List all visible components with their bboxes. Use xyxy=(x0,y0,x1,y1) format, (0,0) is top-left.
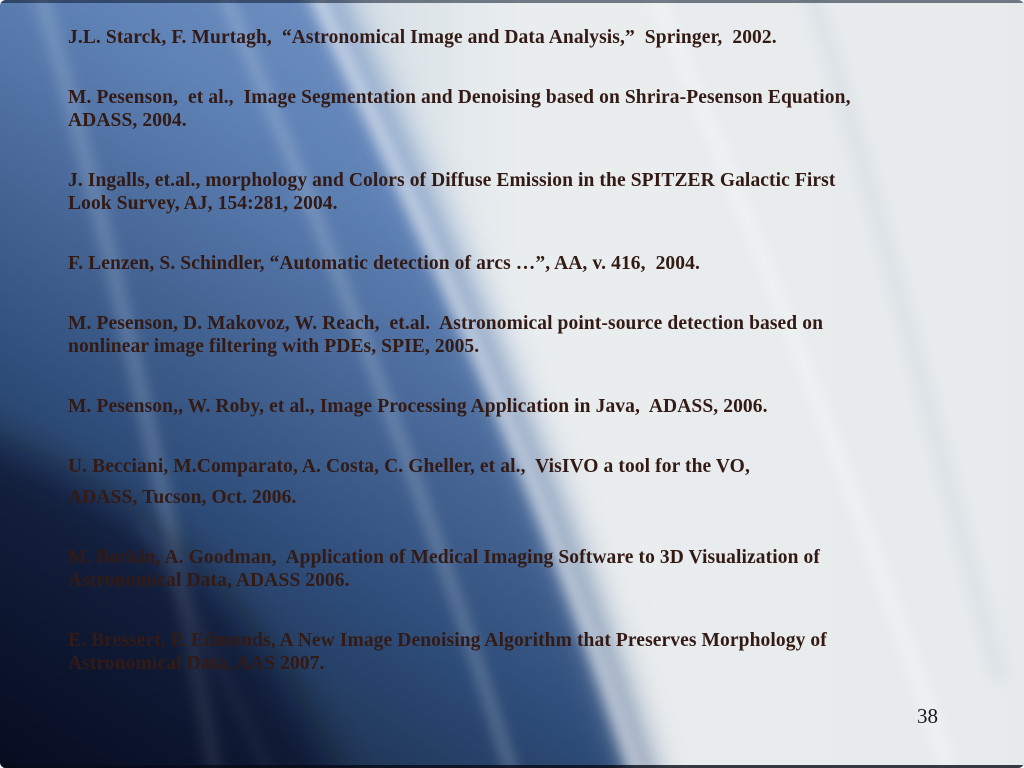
page-number: 38 xyxy=(917,704,938,728)
references-list xyxy=(68,26,994,712)
reference-line: M. Pesenson, et al., Image Segmentation and Denoising based on Shrira-Pesenson Equation, xyxy=(68,87,851,108)
reference-item xyxy=(68,252,994,275)
reference-line: Astronomical Data, AAS 2007. xyxy=(68,653,325,674)
reference-line: nonlinear image filtering with PDEs, SPIE, 2005. xyxy=(68,336,480,357)
reference-line: E. Bressert, P. Edmonds, A New Image Denoising Algorithm that Preserves Morphology of xyxy=(68,630,827,651)
reference-line: F. Lenzen, S. Schindler, “Automatic detection of arcs …”, AA, v. 416, 2004. xyxy=(68,253,700,274)
reference-item xyxy=(68,395,994,418)
reference-line: Look Survey, AJ, 154:281, 2004. xyxy=(68,193,338,214)
reference-item xyxy=(68,86,994,132)
reference-line: J.L. Starck, F. Murtagh, “Astronomical Image and Data Analysis,” Springer, 2002. xyxy=(68,27,777,48)
reference-item xyxy=(68,546,994,592)
reference-line: M. Borkin, A. Goodman, Application of Medical Imaging Software to 3D Visualization of xyxy=(68,547,820,568)
reference-line: J. Ingalls, et.al., morphology and Colors of Diffuse Emission in the SPITZER Galactic First xyxy=(68,170,836,191)
reference-item xyxy=(68,629,994,675)
reference-line: U. Becciani, M.Comparato, A. Costa, C. Gheller, et al., VisIVO a tool for the VO, xyxy=(68,456,750,477)
reference-line: M. Pesenson,, W. Roby, et al., Image Processing Application in Java, ADASS, 2006. xyxy=(68,396,768,417)
reference-item xyxy=(68,455,994,509)
reference-line: ADASS, Tucson, Oct. 2006. xyxy=(68,487,297,508)
reference-line: Astronomical Data, ADASS 2006. xyxy=(68,570,350,591)
reference-item xyxy=(68,169,994,215)
reference-line: M. Pesenson, D. Makovoz, W. Reach, et.al. Astronomical point-source detection based on xyxy=(68,313,824,334)
reference-item xyxy=(68,26,994,49)
reference-line: ADASS, 2004. xyxy=(68,110,187,131)
reference-item xyxy=(68,312,994,358)
